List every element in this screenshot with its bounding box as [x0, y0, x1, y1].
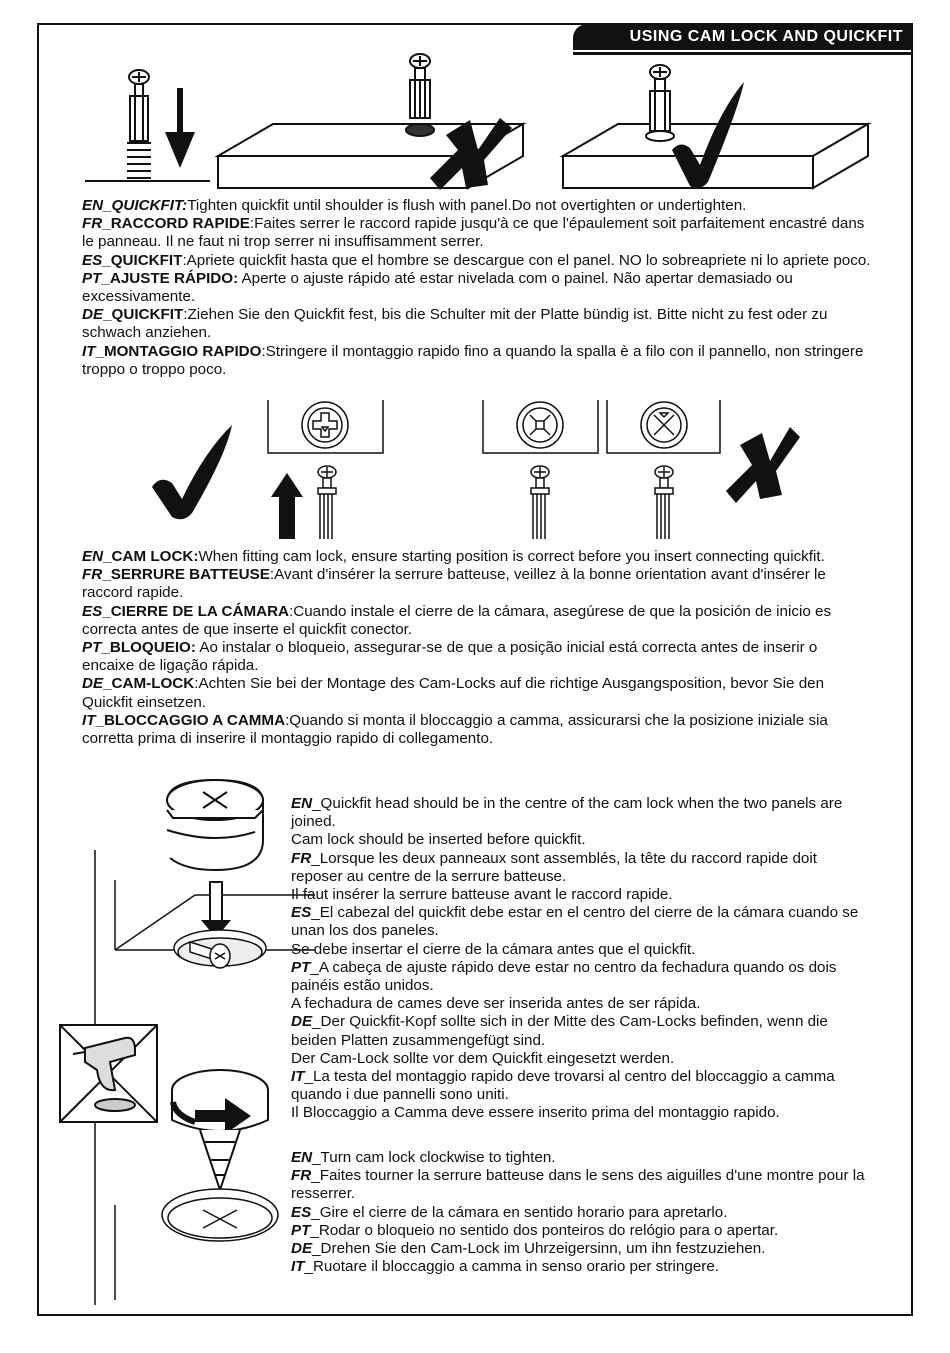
cam-lock-correct	[268, 400, 383, 453]
center-it	[291, 1068, 871, 1104]
instruction-text: _Rodar o bloqueio no sentido dos ponteiros do relógio para o apertar.	[310, 1221, 779, 1239]
quickfit-en	[82, 197, 872, 215]
center-pt-extra: A fechadura de cames deve ser inserida antes de ser rápida.	[291, 995, 701, 1013]
check-mark-icon	[152, 425, 232, 519]
lang-code: IT	[82, 342, 96, 360]
turn-en	[291, 1149, 871, 1167]
lang-code: FR	[291, 1167, 312, 1185]
camlock-pt	[82, 639, 872, 675]
instruction-text: Aperte o ajuste rápido até estar nivelada com o painel. Não apertar demasiado ou excessivamente.	[82, 269, 793, 306]
keyword: _CAM-LOCK	[103, 675, 195, 693]
turn-es	[291, 1204, 871, 1222]
instruction-text: :Achten Sie bei der Montage des Cam-Locks auf die richtige Ausgangsposition, bevor Sie den Quickfit einsetzen.	[82, 675, 825, 711]
lang-code: ES	[291, 904, 312, 922]
lang-code: DE	[291, 1240, 313, 1258]
quickfit-screw-icon	[531, 466, 549, 539]
keyword: _BLOQUEIO:	[101, 639, 196, 657]
center-pt	[291, 959, 871, 995]
camlock-es	[82, 603, 872, 639]
lang-code: FR	[82, 215, 103, 233]
instruction-text: _Faites tourner la serrure batteuse dans le sens des aiguilles d'une montre pour la resserrer.	[291, 1167, 865, 1203]
keyword: _SERRURE BATTEUSE	[102, 566, 270, 584]
center-instructions	[291, 795, 871, 1123]
clockwise-rotation-icon	[172, 1070, 268, 1190]
lang-code: IT	[82, 711, 96, 729]
instruction-text: _Quickfit head should be in the centre of the cam lock when the two panels are joined.	[291, 795, 843, 831]
center-en-extra: Cam lock should be inserted before quickfit.	[291, 831, 586, 849]
instruction-text: :Cuando instale el cierre de la cámara, asegúrese de que la posición de inicio es correcta antes de que inserte el quickfit conector.	[82, 602, 832, 638]
lang-code: ES	[291, 1203, 312, 1221]
lang-code: IT	[291, 1068, 305, 1086]
instruction-text: :Apriete quickfit hasta que el hombre se descargue con el panel. NO lo sobreapriete ni lo apriete poco.	[182, 251, 871, 269]
center-en	[291, 795, 871, 831]
cross-mark-icon	[726, 427, 800, 503]
keyword: _MONTAGGIO RAPIDO	[95, 342, 262, 360]
no-power-drill-icon	[60, 1025, 157, 1122]
quickfit-pt	[82, 270, 872, 306]
instruction-text: :Stringere il montaggio rapido fino a quando la spalla è a filo con il pannello, non stringere troppo o troppo poco.	[82, 342, 864, 378]
keyword: _BLOCCAGGIO A CAMMA	[95, 711, 286, 729]
section-title: USING CAM LOCK AND QUICKFIT	[629, 28, 903, 45]
instruction-text: _Ruotare il bloccaggio a camma in senso orario per stringere.	[304, 1258, 719, 1276]
turn-instructions	[291, 1149, 871, 1276]
center-es-extra: Se debe insertar el cierre de la cámara antes que el quickfit.	[291, 940, 696, 958]
up-arrow-icon	[271, 473, 303, 539]
turn-pt	[291, 1222, 871, 1240]
instruction-text: :Ziehen Sie den Quickfit fest, bis die Schulter mit der Platte bündig ist. Bitte nicht zu fest oder zu schwach anziehen.	[82, 306, 828, 342]
quickfit-es	[82, 252, 872, 270]
instruction-text: _Gire el cierre de la cámara en sentido horario para apretarlo.	[311, 1203, 728, 1221]
turn-fr	[291, 1167, 871, 1203]
camlock-en	[82, 548, 872, 566]
cam-hole	[162, 1189, 278, 1241]
quickfit-screw-icon	[655, 466, 673, 539]
center-fr	[291, 850, 871, 886]
lang-code: EN	[291, 1149, 313, 1166]
lang-code: EN	[82, 548, 104, 565]
turn-it	[291, 1258, 871, 1276]
down-arrow-icon	[165, 88, 195, 168]
lang-code: EN	[82, 197, 104, 214]
cam-lock-wrong-b	[607, 400, 720, 453]
center-es	[291, 904, 871, 940]
instruction-text: _Turn cam lock clockwise to tighten.	[312, 1149, 556, 1166]
instruction-text: :Avant d'insérer la serrure batteuse, veillez à la bonne orientation avant d'insérer le raccord rapide.	[82, 566, 826, 602]
quickfit-de	[82, 306, 872, 342]
quickfit-screw-icon	[85, 70, 210, 181]
quickfit-illustration-row	[0, 0, 950, 200]
camlock-it	[82, 712, 872, 748]
lang-code: DE	[82, 306, 104, 324]
center-fr-extra: Il faut insérer la serrure batteuse avant le raccord rapide.	[291, 886, 673, 904]
lang-code: PT	[291, 958, 311, 976]
instruction-text: Ao instalar o bloqueio, assegurar-se de que a posição inicial está correcta antes de inserir o encaixe de ligação rápida.	[82, 639, 818, 675]
camlock-orientation-row	[0, 395, 950, 545]
lang-code: PT	[82, 269, 102, 287]
keyword: _CAM LOCK:	[103, 548, 199, 565]
instruction-text: _Der Quickfit-Kopf sollte sich in der Mitte des Cam-Locks befinden, wenn die beiden Platten zusammengefügt sind.	[291, 1013, 828, 1049]
camlock-fr	[82, 566, 872, 602]
lang-code: IT	[291, 1258, 305, 1276]
quickfit-it	[82, 343, 872, 379]
instruction-text: _Lorsque les deux panneaux sont assemblés, la tête du raccord rapide doit reposer au centre de la serrure batteuse.	[291, 849, 817, 885]
cam-lock-wrong-a	[483, 400, 598, 453]
keyword: _RACCORD RAPIDE	[102, 215, 250, 233]
lang-code: DE	[82, 675, 104, 693]
keyword: _QUICKFIT	[103, 306, 184, 324]
lang-code: FR	[291, 849, 312, 867]
turn-de	[291, 1240, 871, 1258]
instruction-text: _El cabezal del quickfit debe estar en el centro del cierre de la cámara cuando se unan los dos paneles.	[291, 904, 859, 940]
camlock-de	[82, 675, 872, 711]
instruction-text: :Quando si monta il bloccaggio a camma, assicurarsi che la posizione iniziale sia corretta prima di inserire il montaggio rapido di collegamento.	[82, 711, 828, 748]
cam-lock-icon	[167, 780, 263, 870]
lang-code: ES	[82, 251, 103, 269]
center-it-extra: Il Bloccaggio a Camma deve essere inserito prima del montaggio rapido.	[291, 1104, 780, 1122]
lang-code: PT	[82, 639, 102, 657]
keyword: _CIERRE DE LA CÁMARA	[102, 602, 290, 620]
quickfit-instructions	[82, 197, 872, 379]
quickfit-fr	[82, 215, 872, 251]
camlock-instructions	[82, 548, 872, 748]
instruction-text: _Drehen Sie den Cam-Lock im Uhrzeigersinn, um ihn festzuziehen.	[312, 1240, 766, 1258]
lang-code: ES	[82, 602, 103, 620]
lang-code: FR	[82, 566, 103, 584]
lang-code: DE	[291, 1013, 313, 1031]
keyword: _QUICKFIT:	[103, 197, 188, 214]
instruction-text: _A cabeça de ajuste rápido deve estar no centro da fechadura quando os dois painéis estão unidos.	[291, 958, 837, 995]
instruction-text: _La testa del montaggio rapido deve trovarsi al centro del bloccaggio a camma quando i due pannelli sono uniti.	[291, 1068, 835, 1104]
instruction-text: When fitting cam lock, ensure starting position is correct before you insert connecting quickfit.	[198, 548, 825, 565]
center-de	[291, 1013, 871, 1049]
panel-flush	[563, 65, 868, 188]
lang-code: EN	[291, 795, 313, 812]
keyword: _QUICKFIT	[102, 251, 183, 269]
keyword: _AJUSTE RÁPIDO:	[101, 269, 239, 287]
instruction-text: Tighten quickfit until shoulder is flush with panel.Do not overtighten or undertighten.	[187, 197, 747, 214]
instruction-text: :Faites serrer le raccord rapide jusqu'à ce que l'épaulement soit parfaitement encastré dans le panneau. Il ne faut ni trop serrer ni insuffisamment serrer.	[82, 215, 865, 251]
center-de-extra: Der Cam-Lock sollte vor dem Quickfit eingesetzt werden.	[291, 1049, 675, 1067]
lang-code: PT	[291, 1221, 311, 1239]
quickfit-screw-icon	[318, 466, 336, 539]
